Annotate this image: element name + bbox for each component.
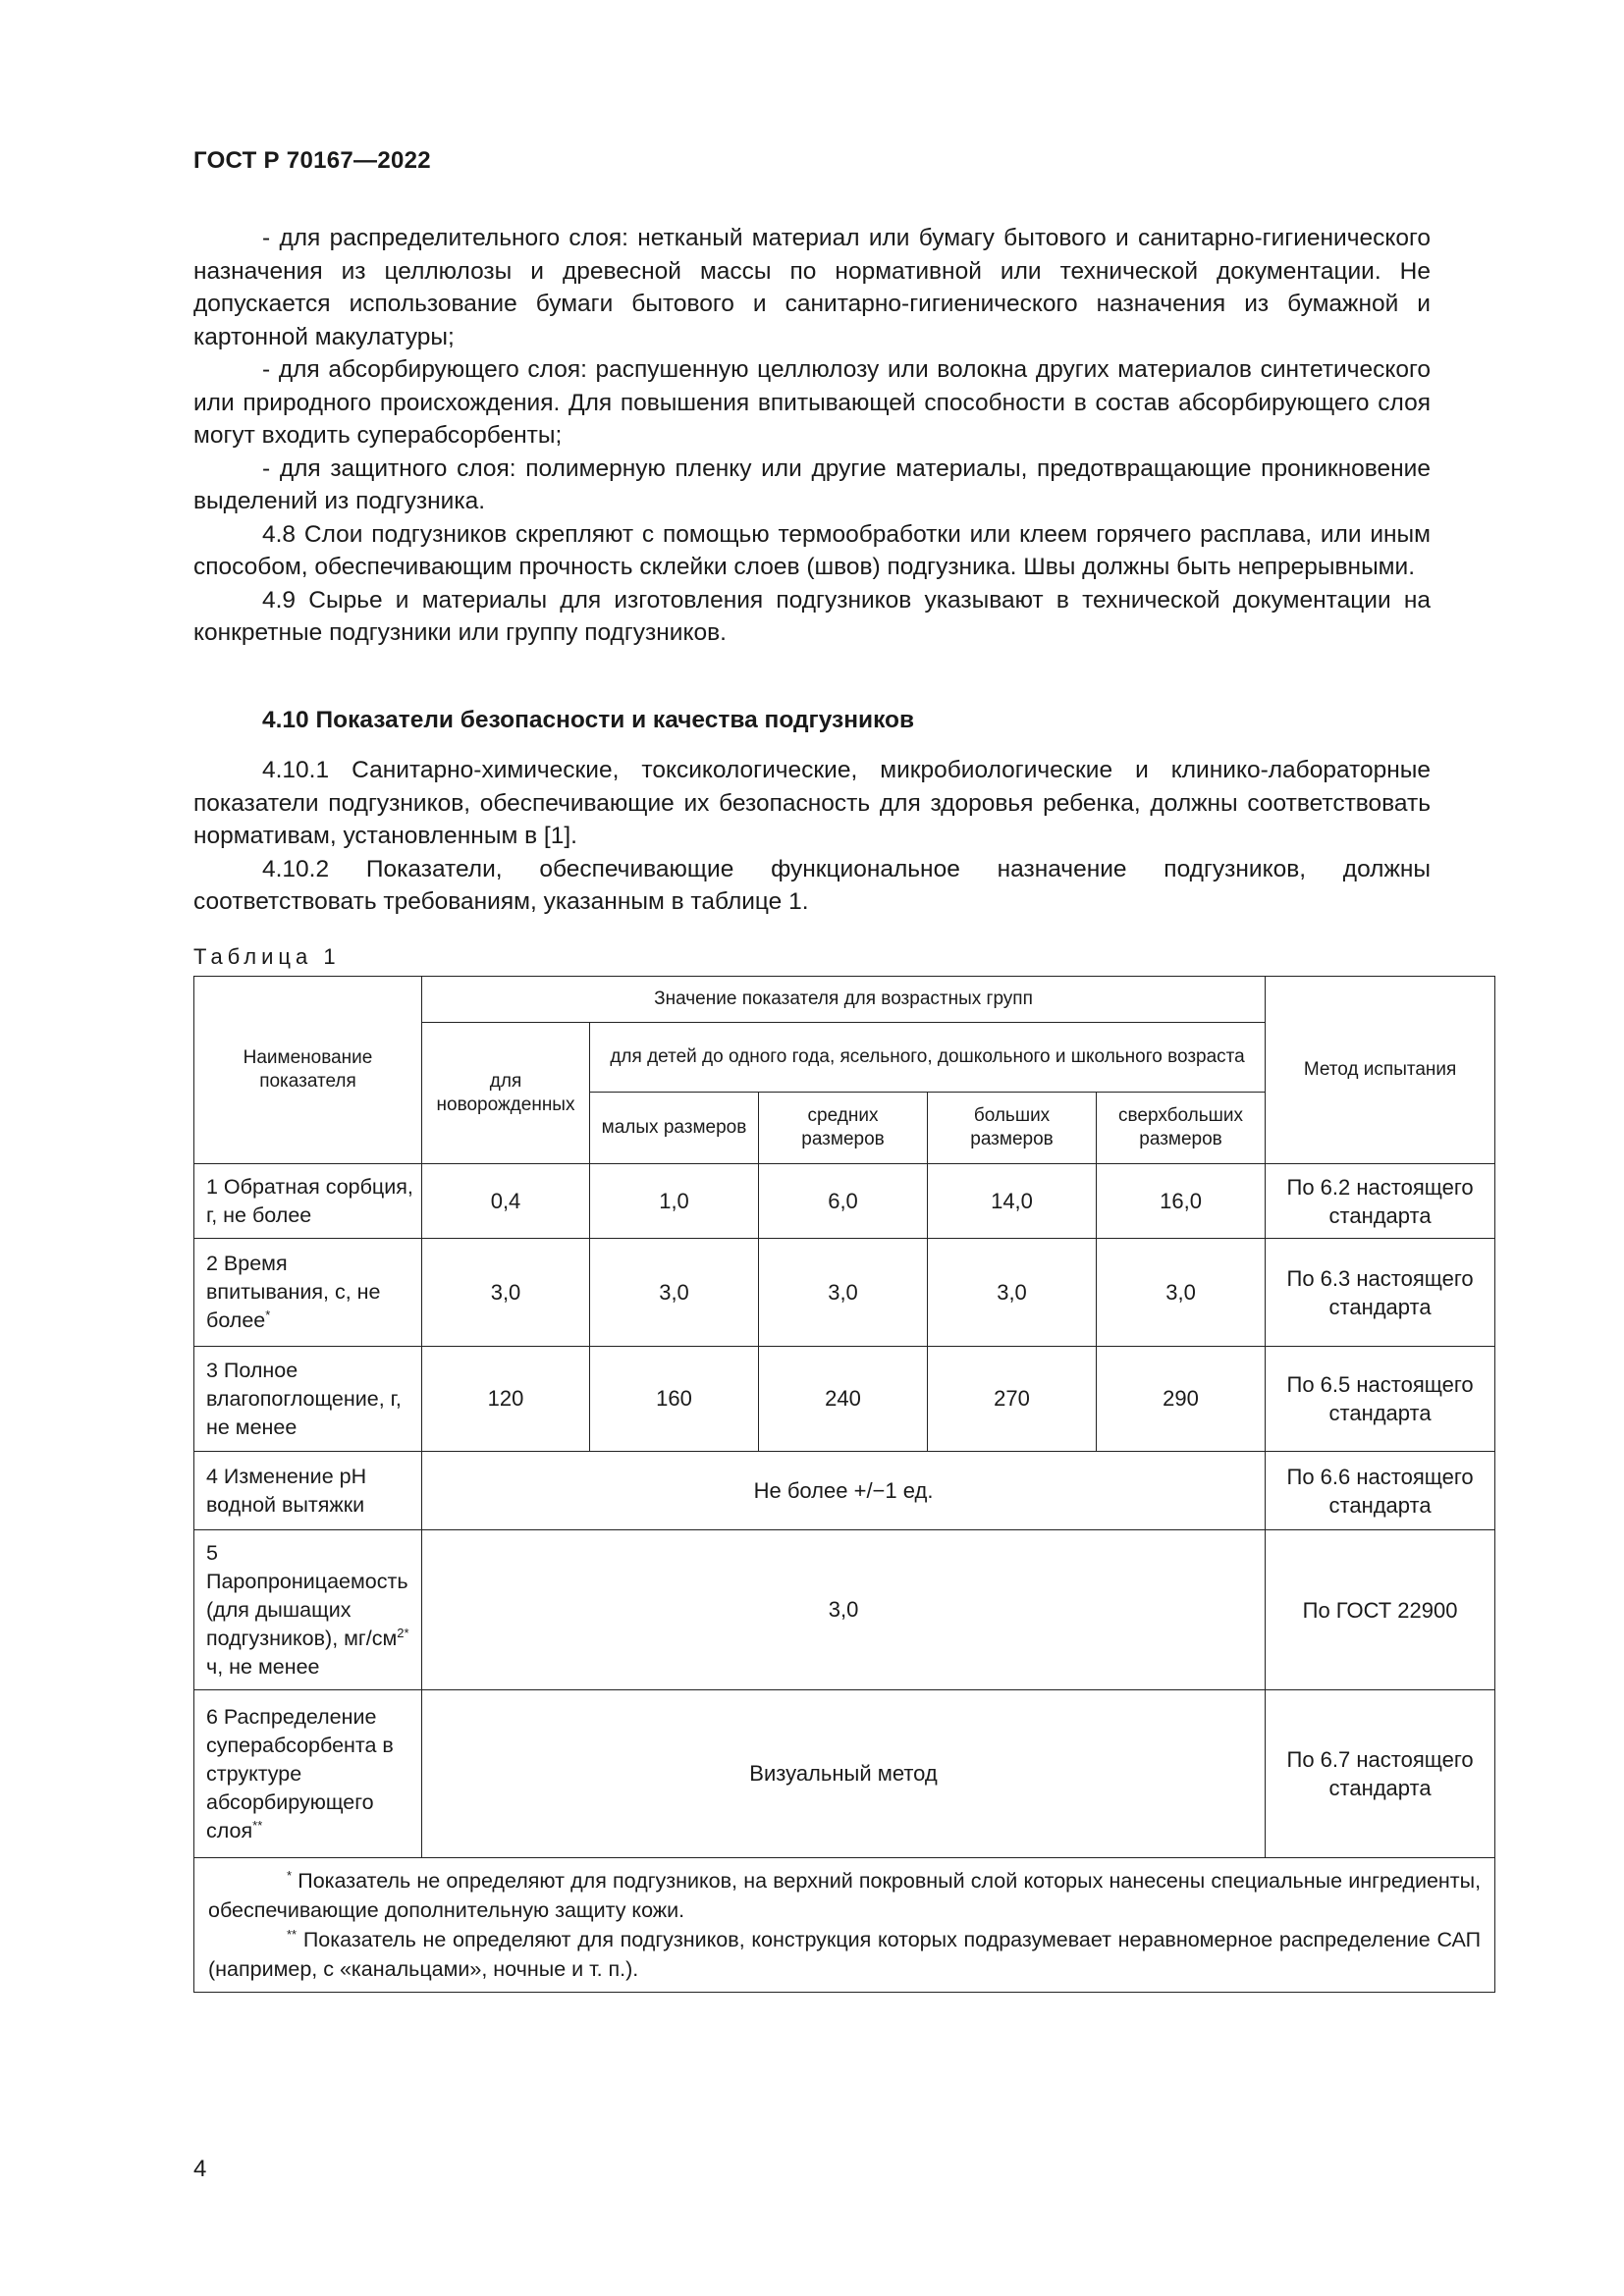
footnote	[208, 1866, 1481, 1925]
header-large: больших размеров	[928, 1093, 1097, 1164]
footnote-mark: *	[265, 1307, 271, 1322]
cell-method: По 6.6 настоящего стандарта	[1266, 1452, 1495, 1530]
cell-merged-value: Не более +/−1 ед.	[422, 1452, 1266, 1530]
header-values-group: Значение показателя для возрастных групп	[422, 977, 1266, 1023]
cell-method: По ГОСТ 22900	[1266, 1530, 1495, 1690]
header-small: малых размеров	[590, 1093, 759, 1164]
footnote-text: Показатель не определяют для подгузников, на верхний покровный слой которых нанесены специальные ингредиенты, обеспечивающие дополнительную защиту кожи.	[208, 1869, 1482, 1922]
header-medium: средних размеров	[759, 1093, 928, 1164]
row-name: 3 Полное влагопоглощение, г, не менее	[194, 1347, 422, 1452]
paragraph-distribution-layer: - для распределительного слоя: нетканый материал или бумагу бытового и санитарно-гигиенического назначения из целлюлозы и древесной массы по нормативной или технической документации. Не допускается использование бумаги бытового и санитарно-гигиенического назначения из бумажной и картонной макулатуры;	[193, 225, 1431, 350]
footnote-mark: *	[287, 1867, 293, 1883]
cell-small: 160	[590, 1347, 759, 1452]
table-row	[194, 1347, 1495, 1452]
cell-small: 3,0	[590, 1239, 759, 1347]
cell-large: 270	[928, 1347, 1097, 1452]
cell-medium: 3,0	[759, 1239, 928, 1347]
document-code: ГОСТ Р 70167—2022	[193, 147, 431, 174]
table-row	[194, 1690, 1495, 1858]
row-name: 4 Изменение pH водной вытяжки	[194, 1452, 422, 1530]
row-name-text: 6 Распределение суперабсорбента в структуре абсорбирующего слоя	[206, 1704, 394, 1842]
paragraph-4-10-2: 4.10.2 Показатели, обеспечивающие функциональное назначение подгузников, должны соответствовать требованиям, указанным в таблице 1.	[193, 855, 1431, 915]
cell-merged-value: 3,0	[422, 1530, 1266, 1690]
paragraph-protective-layer: - для защитного слоя: полимерную пленку или другие материалы, предотвращающие проникновение выделений из подгузника.	[193, 454, 1431, 514]
table-row	[194, 1530, 1495, 1690]
cell-method: По 6.7 настоящего стандарта	[1266, 1690, 1495, 1858]
cell-newborn: 120	[422, 1347, 590, 1452]
table-caption: Таблица 1	[193, 944, 341, 969]
footnote-mark: **	[252, 1817, 263, 1833]
table-notes-row	[194, 1858, 1495, 1993]
row-name-text: 5 Паропроницаемость (для дышащих подгузников), мг/см	[206, 1540, 408, 1650]
header-children-group: для детей до одного года, ясельного, дошкольного и школьного возраста	[590, 1023, 1266, 1093]
page-number: 4	[193, 2156, 207, 2182]
cell-merged-value: Визуальный метод	[422, 1690, 1266, 1858]
indicators-table	[193, 976, 1495, 1993]
footnote	[208, 1925, 1481, 1984]
paragraph-4-9: 4.9 Сырье и материалы для изготовления подгузников указывают в технической документации на конкретные подгузники или группу подгузников.	[193, 586, 1431, 646]
footnote-mark: **	[287, 1926, 298, 1942]
body-text	[193, 222, 1431, 650]
cell-method: По 6.2 настоящего стандарта	[1266, 1164, 1495, 1239]
row-name	[194, 1690, 422, 1858]
cell-large: 14,0	[928, 1164, 1097, 1239]
cell-medium: 6,0	[759, 1164, 928, 1239]
cell-xlarge: 290	[1097, 1347, 1266, 1452]
row-name	[194, 1239, 422, 1347]
header-name: Наименование показателя	[194, 977, 422, 1164]
header-xlarge: сверхбольших размеров	[1097, 1093, 1266, 1164]
table-notes	[194, 1858, 1495, 1993]
row-name	[194, 1530, 422, 1690]
cell-large: 3,0	[928, 1239, 1097, 1347]
row-name-tail: ч, не менее	[206, 1654, 320, 1679]
unit-superscript: 2*	[397, 1625, 409, 1640]
paragraph-4-10-1: 4.10.1 Санитарно-химические, токсикологические, микробиологические и клинико-лабораторные показатели подгузников, обеспечивающие их безопасность для здоровья ребенка, должны соответствовать нормативам, установленным в [1].	[193, 757, 1431, 849]
cell-method: По 6.5 настоящего стандарта	[1266, 1347, 1495, 1452]
cell-newborn: 3,0	[422, 1239, 590, 1347]
footnote-text: Показатель не определяют для подгузников, конструкция которых подразумевает неравномерное распределение САП (например, с «канальцами», ночные и т. п.).	[208, 1928, 1482, 1981]
header-method: Метод испытания	[1266, 977, 1495, 1164]
section-body	[193, 754, 1431, 919]
table-row	[194, 1239, 1495, 1347]
table-row	[194, 1164, 1495, 1239]
cell-newborn: 0,4	[422, 1164, 590, 1239]
section-title: 4.10 Показатели безопасности и качества подгузников	[262, 707, 915, 733]
row-name: 1 Обратная сорбция, г, не более	[194, 1164, 422, 1239]
cell-medium: 240	[759, 1347, 928, 1452]
cell-method: По 6.3 настоящего стандарта	[1266, 1239, 1495, 1347]
cell-small: 1,0	[590, 1164, 759, 1239]
paragraph-4-8: 4.8 Слои подгузников скрепляют с помощью термообработки или клеем горячего расплава, или иным способом, обеспечивающим прочность склейки слоев (швов) подгузника. Швы должны быть непрерывными.	[193, 520, 1431, 580]
cell-xlarge: 3,0	[1097, 1239, 1266, 1347]
paragraph-absorbent-layer: - для абсорбирующего слоя: распушенную целлюлозу или волокна других материалов синтетического или природного происхождения. Для повышения впитывающей способности в состав абсорбирующего слоя могут входить суперабсорбенты;	[193, 356, 1431, 449]
row-name-text: 2 Время впитывания, с, не более	[206, 1252, 381, 1332]
table-row	[194, 1452, 1495, 1530]
header-newborn: для новорожденных	[422, 1023, 590, 1164]
cell-xlarge: 16,0	[1097, 1164, 1266, 1239]
